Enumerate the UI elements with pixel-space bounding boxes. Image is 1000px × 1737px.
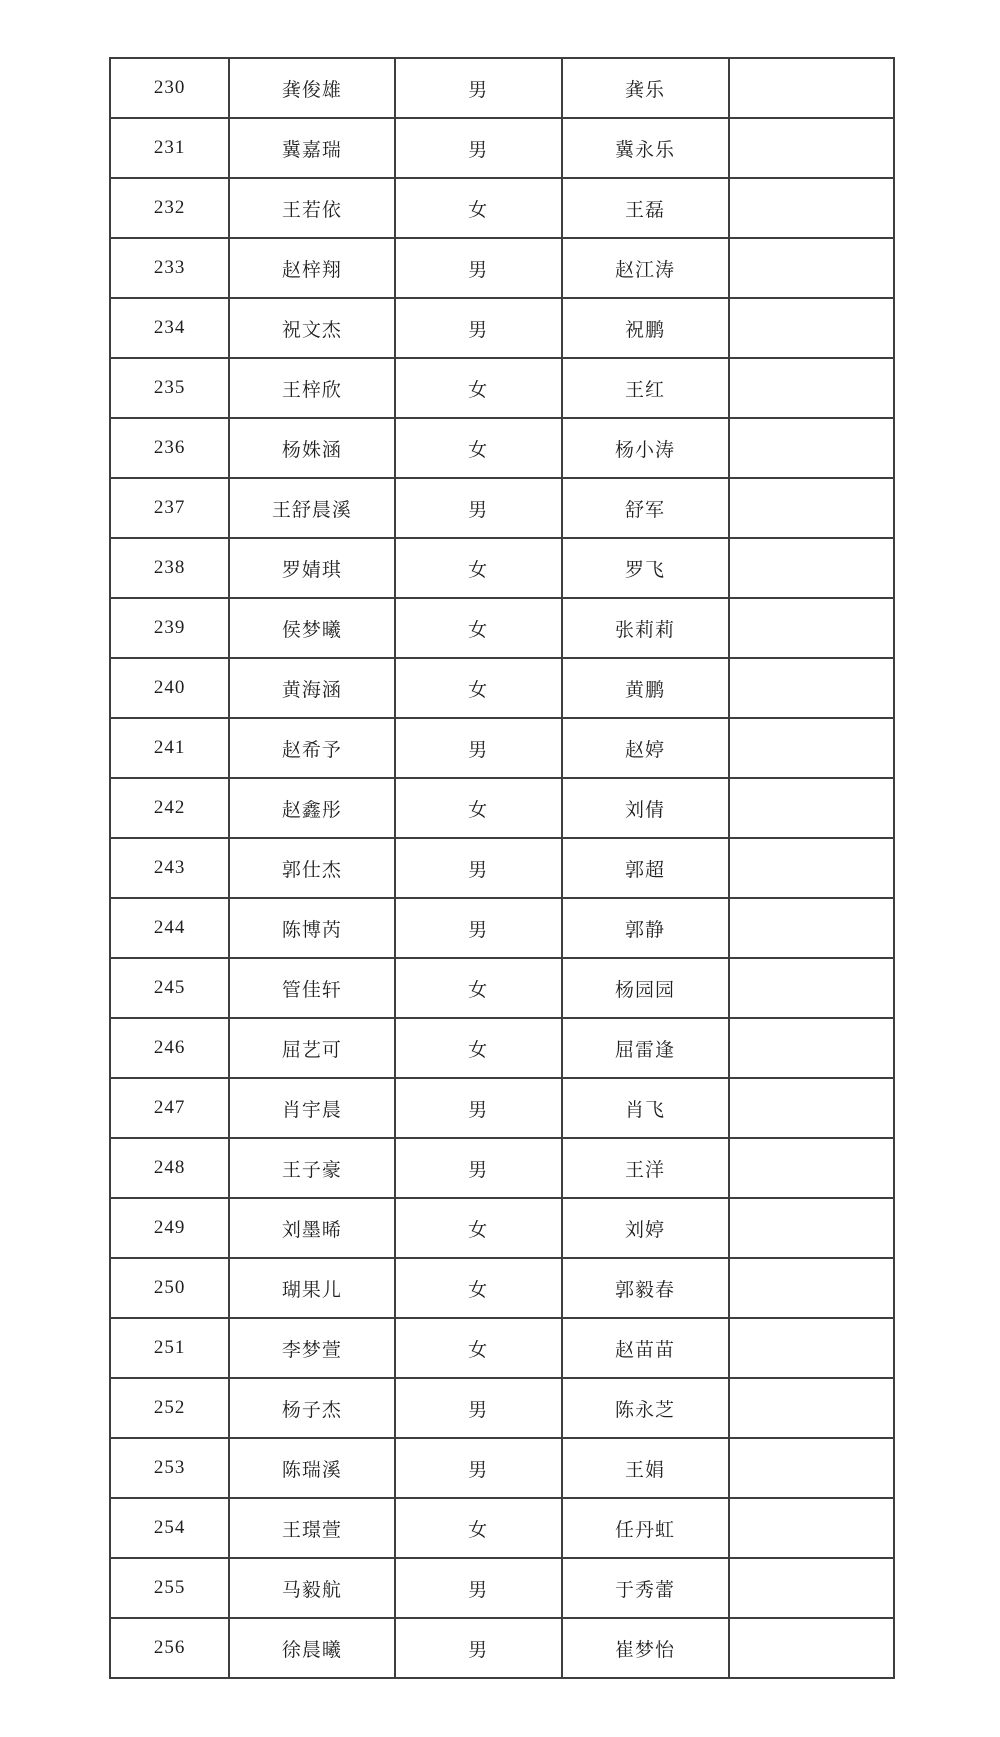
remark-cell xyxy=(729,538,894,598)
row-number-cell: 254 xyxy=(110,1498,229,1558)
table-row xyxy=(110,178,894,238)
table-row xyxy=(110,358,894,418)
parent-name-cell: 杨园园 xyxy=(562,958,729,1018)
parent-name-cell: 崔梦怡 xyxy=(562,1618,729,1678)
table-row xyxy=(110,658,894,718)
table-row xyxy=(110,58,894,118)
row-number-cell: 242 xyxy=(110,778,229,838)
student-name-cell: 杨子杰 xyxy=(229,1378,394,1438)
parent-name-cell: 赵苗苗 xyxy=(562,1318,729,1378)
remark-cell xyxy=(729,118,894,178)
gender-cell: 女 xyxy=(395,1258,562,1318)
row-number-cell: 237 xyxy=(110,478,229,538)
remark-cell xyxy=(729,478,894,538)
gender-cell: 男 xyxy=(395,1438,562,1498)
student-name-cell: 赵希予 xyxy=(229,718,394,778)
row-number-cell: 233 xyxy=(110,238,229,298)
table-row xyxy=(110,478,894,538)
student-name-cell: 马毅航 xyxy=(229,1558,394,1618)
gender-cell: 女 xyxy=(395,958,562,1018)
gender-cell: 男 xyxy=(395,1078,562,1138)
table-row xyxy=(110,238,894,298)
table-row xyxy=(110,1078,894,1138)
remark-cell xyxy=(729,418,894,478)
gender-cell: 男 xyxy=(395,1618,562,1678)
roster-table-container xyxy=(109,57,895,1679)
remark-cell xyxy=(729,178,894,238)
student-name-cell: 杨姝涵 xyxy=(229,418,394,478)
student-name-cell: 王子豪 xyxy=(229,1138,394,1198)
student-name-cell: 祝文杰 xyxy=(229,298,394,358)
student-name-cell: 王梓欣 xyxy=(229,358,394,418)
student-name-cell: 郭仕杰 xyxy=(229,838,394,898)
gender-cell: 女 xyxy=(395,1498,562,1558)
row-number-cell: 238 xyxy=(110,538,229,598)
gender-cell: 女 xyxy=(395,358,562,418)
table-row xyxy=(110,538,894,598)
table-row xyxy=(110,1558,894,1618)
parent-name-cell: 刘婷 xyxy=(562,1198,729,1258)
table-row xyxy=(110,1438,894,1498)
student-name-cell: 冀嘉瑞 xyxy=(229,118,394,178)
parent-name-cell: 郭静 xyxy=(562,898,729,958)
student-name-cell: 王舒晨溪 xyxy=(229,478,394,538)
parent-name-cell: 王娟 xyxy=(562,1438,729,1498)
table-row xyxy=(110,1318,894,1378)
row-number-cell: 250 xyxy=(110,1258,229,1318)
parent-name-cell: 张莉莉 xyxy=(562,598,729,658)
row-number-cell: 246 xyxy=(110,1018,229,1078)
gender-cell: 男 xyxy=(395,478,562,538)
gender-cell: 女 xyxy=(395,418,562,478)
row-number-cell: 235 xyxy=(110,358,229,418)
table-row xyxy=(110,418,894,478)
remark-cell xyxy=(729,718,894,778)
parent-name-cell: 赵婷 xyxy=(562,718,729,778)
table-row xyxy=(110,1378,894,1438)
gender-cell: 女 xyxy=(395,178,562,238)
row-number-cell: 232 xyxy=(110,178,229,238)
row-number-cell: 245 xyxy=(110,958,229,1018)
remark-cell xyxy=(729,1078,894,1138)
row-number-cell: 240 xyxy=(110,658,229,718)
remark-cell xyxy=(729,838,894,898)
remark-cell xyxy=(729,1378,894,1438)
remark-cell xyxy=(729,1498,894,1558)
table-row xyxy=(110,598,894,658)
remark-cell xyxy=(729,58,894,118)
parent-name-cell: 郭毅春 xyxy=(562,1258,729,1318)
parent-name-cell: 罗飞 xyxy=(562,538,729,598)
gender-cell: 男 xyxy=(395,118,562,178)
row-number-cell: 253 xyxy=(110,1438,229,1498)
row-number-cell: 252 xyxy=(110,1378,229,1438)
student-name-cell: 李梦萱 xyxy=(229,1318,394,1378)
parent-name-cell: 杨小涛 xyxy=(562,418,729,478)
gender-cell: 女 xyxy=(395,598,562,658)
remark-cell xyxy=(729,898,894,958)
parent-name-cell: 黄鹏 xyxy=(562,658,729,718)
gender-cell: 男 xyxy=(395,58,562,118)
table-row xyxy=(110,838,894,898)
student-name-cell: 侯梦曦 xyxy=(229,598,394,658)
row-number-cell: 234 xyxy=(110,298,229,358)
parent-name-cell: 赵江涛 xyxy=(562,238,729,298)
gender-cell: 男 xyxy=(395,1558,562,1618)
student-name-cell: 刘墨晞 xyxy=(229,1198,394,1258)
gender-cell: 女 xyxy=(395,1318,562,1378)
row-number-cell: 241 xyxy=(110,718,229,778)
remark-cell xyxy=(729,1018,894,1078)
row-number-cell: 247 xyxy=(110,1078,229,1138)
gender-cell: 男 xyxy=(395,1378,562,1438)
row-number-cell: 231 xyxy=(110,118,229,178)
remark-cell xyxy=(729,1258,894,1318)
remark-cell xyxy=(729,1438,894,1498)
gender-cell: 女 xyxy=(395,538,562,598)
table-row xyxy=(110,778,894,838)
table-row xyxy=(110,1498,894,1558)
row-number-cell: 239 xyxy=(110,598,229,658)
row-number-cell: 251 xyxy=(110,1318,229,1378)
parent-name-cell: 王红 xyxy=(562,358,729,418)
row-number-cell: 249 xyxy=(110,1198,229,1258)
remark-cell xyxy=(729,1318,894,1378)
student-name-cell: 屈艺可 xyxy=(229,1018,394,1078)
parent-name-cell: 龚乐 xyxy=(562,58,729,118)
student-name-cell: 瑚果儿 xyxy=(229,1258,394,1318)
table-row xyxy=(110,898,894,958)
parent-name-cell: 舒军 xyxy=(562,478,729,538)
remark-cell xyxy=(729,658,894,718)
roster-table xyxy=(109,57,895,1679)
parent-name-cell: 肖飞 xyxy=(562,1078,729,1138)
gender-cell: 男 xyxy=(395,718,562,778)
student-name-cell: 罗婧琪 xyxy=(229,538,394,598)
parent-name-cell: 刘倩 xyxy=(562,778,729,838)
parent-name-cell: 陈永芝 xyxy=(562,1378,729,1438)
gender-cell: 女 xyxy=(395,778,562,838)
remark-cell xyxy=(729,238,894,298)
student-name-cell: 赵梓翔 xyxy=(229,238,394,298)
remark-cell xyxy=(729,1138,894,1198)
gender-cell: 女 xyxy=(395,1198,562,1258)
row-number-cell: 248 xyxy=(110,1138,229,1198)
table-row xyxy=(110,958,894,1018)
gender-cell: 男 xyxy=(395,298,562,358)
roster-table-body xyxy=(110,58,894,1678)
gender-cell: 男 xyxy=(395,898,562,958)
table-row xyxy=(110,1138,894,1198)
student-name-cell: 管佳轩 xyxy=(229,958,394,1018)
row-number-cell: 230 xyxy=(110,58,229,118)
student-name-cell: 王若依 xyxy=(229,178,394,238)
gender-cell: 男 xyxy=(395,838,562,898)
parent-name-cell: 于秀蕾 xyxy=(562,1558,729,1618)
remark-cell xyxy=(729,1558,894,1618)
remark-cell xyxy=(729,1618,894,1678)
table-row xyxy=(110,298,894,358)
remark-cell xyxy=(729,958,894,1018)
parent-name-cell: 王磊 xyxy=(562,178,729,238)
student-name-cell: 肖宇晨 xyxy=(229,1078,394,1138)
student-name-cell: 王璟萱 xyxy=(229,1498,394,1558)
gender-cell: 男 xyxy=(395,1138,562,1198)
row-number-cell: 236 xyxy=(110,418,229,478)
table-row xyxy=(110,718,894,778)
parent-name-cell: 郭超 xyxy=(562,838,729,898)
gender-cell: 女 xyxy=(395,1018,562,1078)
student-name-cell: 龚俊雄 xyxy=(229,58,394,118)
parent-name-cell: 冀永乐 xyxy=(562,118,729,178)
student-name-cell: 黄海涵 xyxy=(229,658,394,718)
parent-name-cell: 祝鹏 xyxy=(562,298,729,358)
row-number-cell: 243 xyxy=(110,838,229,898)
table-row xyxy=(110,1198,894,1258)
student-name-cell: 赵鑫彤 xyxy=(229,778,394,838)
parent-name-cell: 王洋 xyxy=(562,1138,729,1198)
student-name-cell: 陈博芮 xyxy=(229,898,394,958)
parent-name-cell: 屈雷逢 xyxy=(562,1018,729,1078)
table-row xyxy=(110,1258,894,1318)
row-number-cell: 255 xyxy=(110,1558,229,1618)
row-number-cell: 256 xyxy=(110,1618,229,1678)
row-number-cell: 244 xyxy=(110,898,229,958)
gender-cell: 男 xyxy=(395,238,562,298)
remark-cell xyxy=(729,598,894,658)
gender-cell: 女 xyxy=(395,658,562,718)
remark-cell xyxy=(729,1198,894,1258)
table-row xyxy=(110,1618,894,1678)
student-name-cell: 陈瑞溪 xyxy=(229,1438,394,1498)
table-row xyxy=(110,1018,894,1078)
table-row xyxy=(110,118,894,178)
parent-name-cell: 任丹虹 xyxy=(562,1498,729,1558)
remark-cell xyxy=(729,298,894,358)
remark-cell xyxy=(729,778,894,838)
student-name-cell: 徐晨曦 xyxy=(229,1618,394,1678)
remark-cell xyxy=(729,358,894,418)
